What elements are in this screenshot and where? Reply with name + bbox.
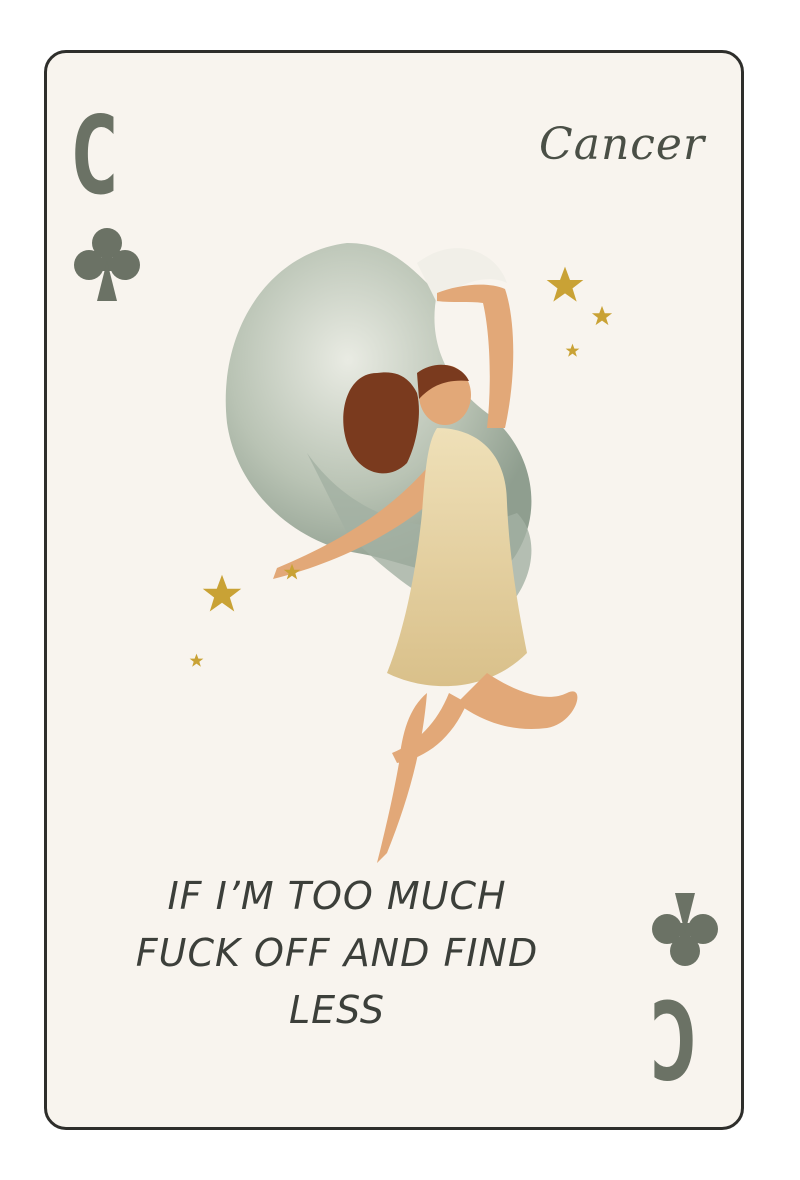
rank-top: C	[69, 94, 120, 219]
star-icon	[201, 573, 243, 615]
star-icon	[591, 305, 613, 327]
club-icon	[651, 891, 719, 969]
star-icon	[283, 563, 301, 581]
card-quote	[107, 868, 567, 1039]
zodiac-sign-label: Cancer	[539, 119, 705, 170]
quote-line: FUCK OFF AND FIND	[135, 931, 539, 975]
star-icon	[545, 265, 585, 305]
quote-line: LESS	[288, 988, 386, 1032]
rank-bottom: C	[648, 975, 699, 1100]
star-icon	[565, 343, 580, 358]
star-icon	[189, 653, 204, 668]
quote-line: IF I’M TOO MUCH	[167, 874, 507, 918]
club-icon	[73, 225, 141, 303]
dancing-woman-illustration	[187, 223, 587, 873]
playing-card	[44, 50, 744, 1130]
